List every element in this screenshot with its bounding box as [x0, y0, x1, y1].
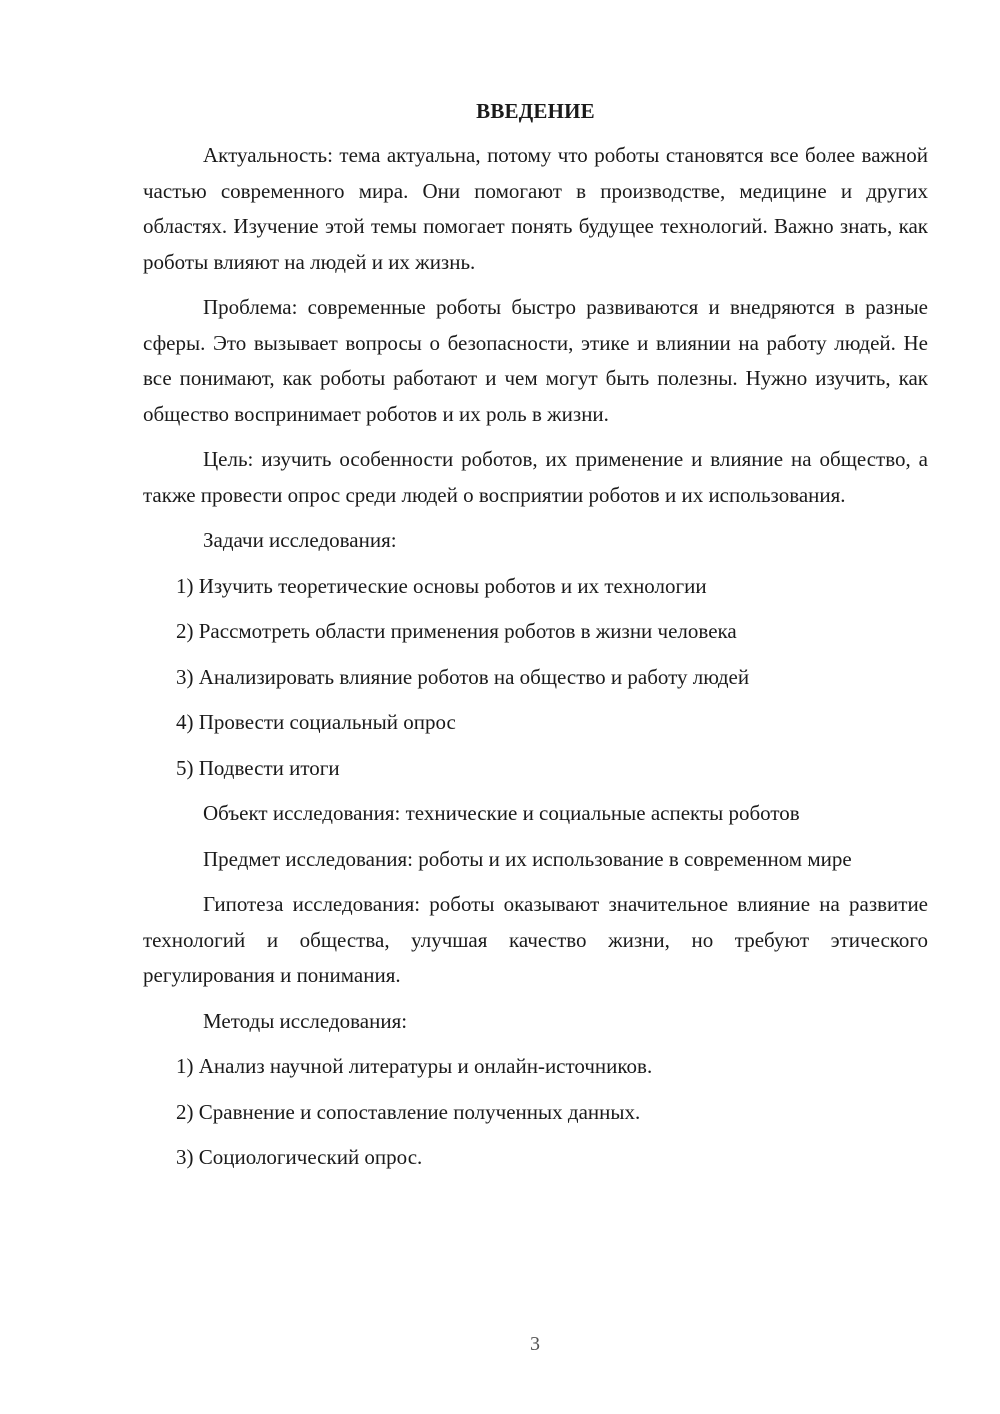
section-heading: ВВЕДЕНИЕ — [476, 99, 595, 123]
task-item: 2) Рассмотреть области применения роботов в жизни человека — [176, 619, 737, 643]
problem-paragraph: Проблема: современные роботы быстро развиваются и внедряются в разные сферы. Это вызывает вопросы о безопасности, этике и влиянии на работу людей. Не все понимают, как роботы работают и чем могут быть полезны. Нужно изучить, как общество воспринимает роботов и их роль в жизни. — [143, 295, 928, 426]
tasks-list — [143, 569, 928, 787]
task-item: 5) Подвести итоги — [176, 755, 340, 780]
task-item: 4) Провести социальный опрос — [176, 710, 456, 734]
tasks-label: Задачи исследования: — [203, 528, 397, 552]
subject-paragraph: Предмет исследования: роботы и их использование в современном мире — [203, 846, 852, 871]
hypothesis-paragraph: Гипотеза исследования: роботы оказывают значительное влияние на развитие технологий и общества, улучшая качество жизни, но требуют этического регулирования и понимания. — [143, 892, 928, 987]
task-item: 3) Анализировать влияние роботов на общество и работу людей — [176, 664, 750, 689]
goal-paragraph: Цель: изучить особенности роботов, их применение и влияние на общество, а также провести опрос среди людей о восприятии роботов и их использования. — [143, 447, 928, 507]
methods-list — [143, 1049, 928, 1176]
relevance-paragraph: Актуальность: тема актуальна, потому что роботы становятся все более важной частью современного мира. Они помогают в производстве, медицине и других областях. Изучение этой темы помогает понять будущее технологий. Важно знать, как роботы влияют на людей и их жизнь. — [143, 143, 928, 274]
method-item: 3) Социологический опрос. — [176, 1145, 423, 1169]
methods-label: Методы исследования: — [203, 1008, 408, 1033]
method-item: 2) Сравнение и сопоставление полученных данных. — [176, 1099, 641, 1124]
task-item: 1) Изучить теоретические основы роботов и их технологии — [176, 573, 707, 598]
object-paragraph: Объект исследования: технические и социальные аспекты роботов — [203, 801, 800, 825]
page-number: 3 — [530, 1333, 540, 1355]
method-item: 1) Анализ научной литературы и онлайн-источников. — [176, 1054, 653, 1078]
document-page — [143, 96, 928, 1186]
